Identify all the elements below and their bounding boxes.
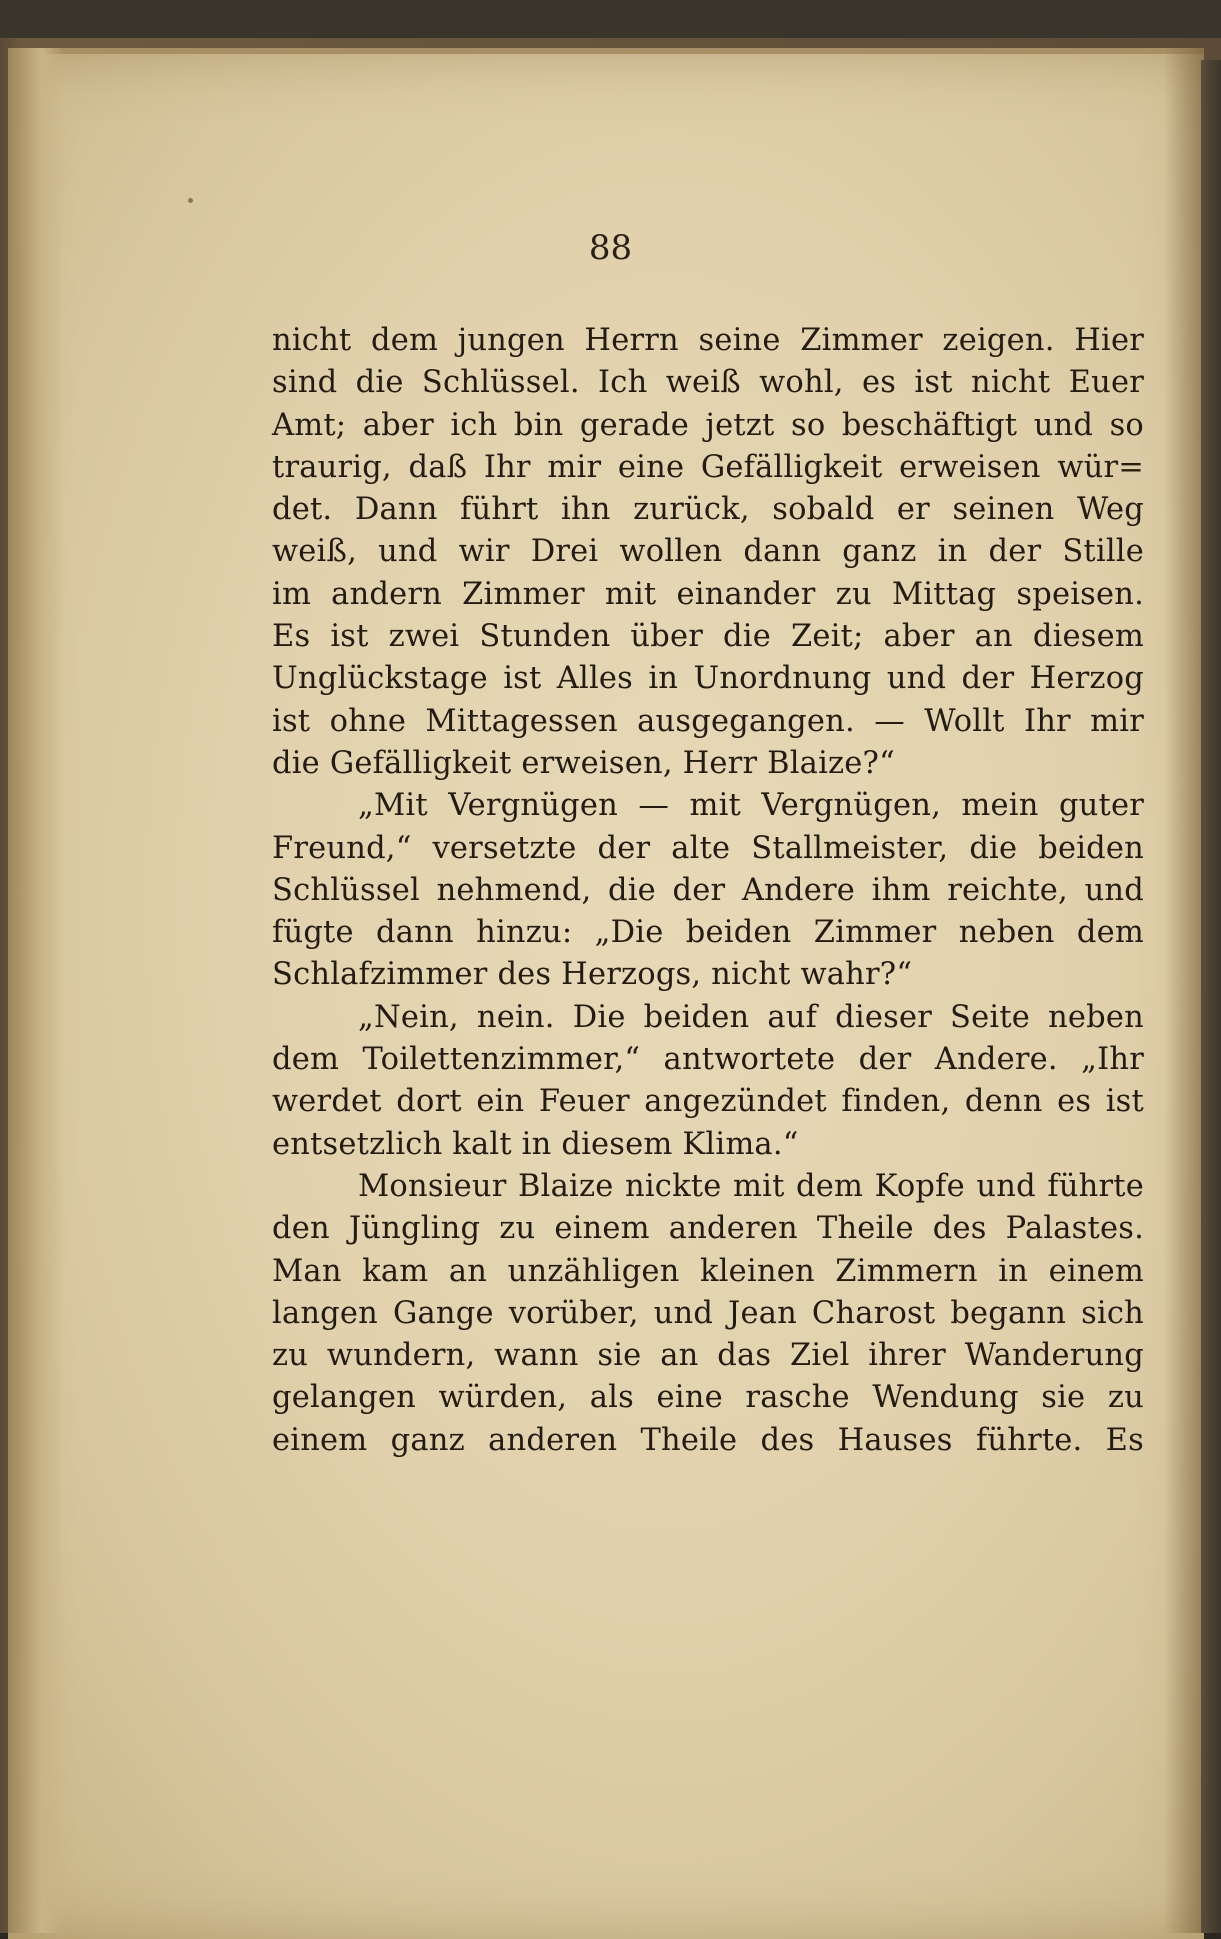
text-line: werdet dort ein Feuer angezündet finden, denn es ist (272, 1084, 1144, 1120)
text-line: sind die Schlüssel. Ich weiß wohl, es ist nicht Euer (272, 365, 1144, 401)
text-line: fügte dann hinzu: „Die beiden Zimmer neben dem (272, 915, 1144, 951)
text-line: Schlüssel nehmend, die der Andere ihm reichte, und (272, 872, 1144, 908)
binding-strip (1201, 60, 1221, 1933)
text-line: Amt; aber ich bin gerade jetzt so beschäftigt und so (272, 407, 1144, 443)
page-left-edge (8, 48, 64, 1933)
page-number: 88 (588, 228, 633, 268)
text-line: Schlafzimmer des Herzogs, nicht wahr?“ (272, 957, 913, 993)
text-line: traurig, daß Ihr mir eine Gefälligkeit erweisen wür= (272, 449, 1144, 485)
text-line: Freund,“ versetzte der alte Stallmeister, die beiden (272, 830, 1144, 866)
text-line: weiß, und wir Drei wollen dann ganz in der Stille (272, 534, 1144, 570)
text-line: die Gefälligkeit erweisen, Herr Blaize?“ (272, 745, 895, 781)
text-line: Man kam an unzähligen kleinen Zimmern in einem (272, 1253, 1144, 1289)
text-line: „Mit Vergnügen — mit Vergnügen, mein guter (358, 788, 1144, 824)
text-line: nicht dem jungen Herrn seine Zimmer zeigen. Hier (272, 323, 1144, 358)
text-line: Monsieur Blaize nickte mit dem Kopfe und führte (358, 1168, 1144, 1204)
spine-shadow (1164, 48, 1204, 1933)
text-line: langen Gange vorüber, und Jean Charost begann sich (272, 1295, 1144, 1331)
text-line: den Jüngling zu einem anderen Theile des Palastes. (272, 1211, 1144, 1247)
body-text (272, 320, 1144, 1462)
page-smudge (188, 198, 193, 203)
text-line: gelangen würden, als eine rasche Wendung sie zu (272, 1380, 1144, 1416)
text-line: det. Dann führt ihn zurück, sobald er seinen Weg (272, 492, 1144, 528)
text-line: ist ohne Mittagessen ausgegangen. — Wollt Ihr mir (272, 703, 1144, 739)
text-line: Es ist zwei Stunden über die Zeit; aber an diesem (272, 619, 1144, 655)
text-line: einem ganz anderen Theile des Hauses führte. Es (272, 1422, 1144, 1458)
text-line: entsetzlich kalt in diesem Klima.“ (272, 1126, 799, 1162)
text-line: zu wundern, wann sie an das Ziel ihrer Wanderung (272, 1338, 1144, 1374)
text-line: im andern Zimmer mit einander zu Mittag speisen. (272, 576, 1144, 612)
text-line: Unglückstage ist Alles in Unordnung und der Herzog (272, 661, 1144, 697)
text-line: dem Toilettenzimmer,“ antwortete der Andere. „Ihr (272, 1042, 1144, 1078)
text-line: „Nein, nein. Die beiden auf dieser Seite neben (358, 999, 1144, 1035)
